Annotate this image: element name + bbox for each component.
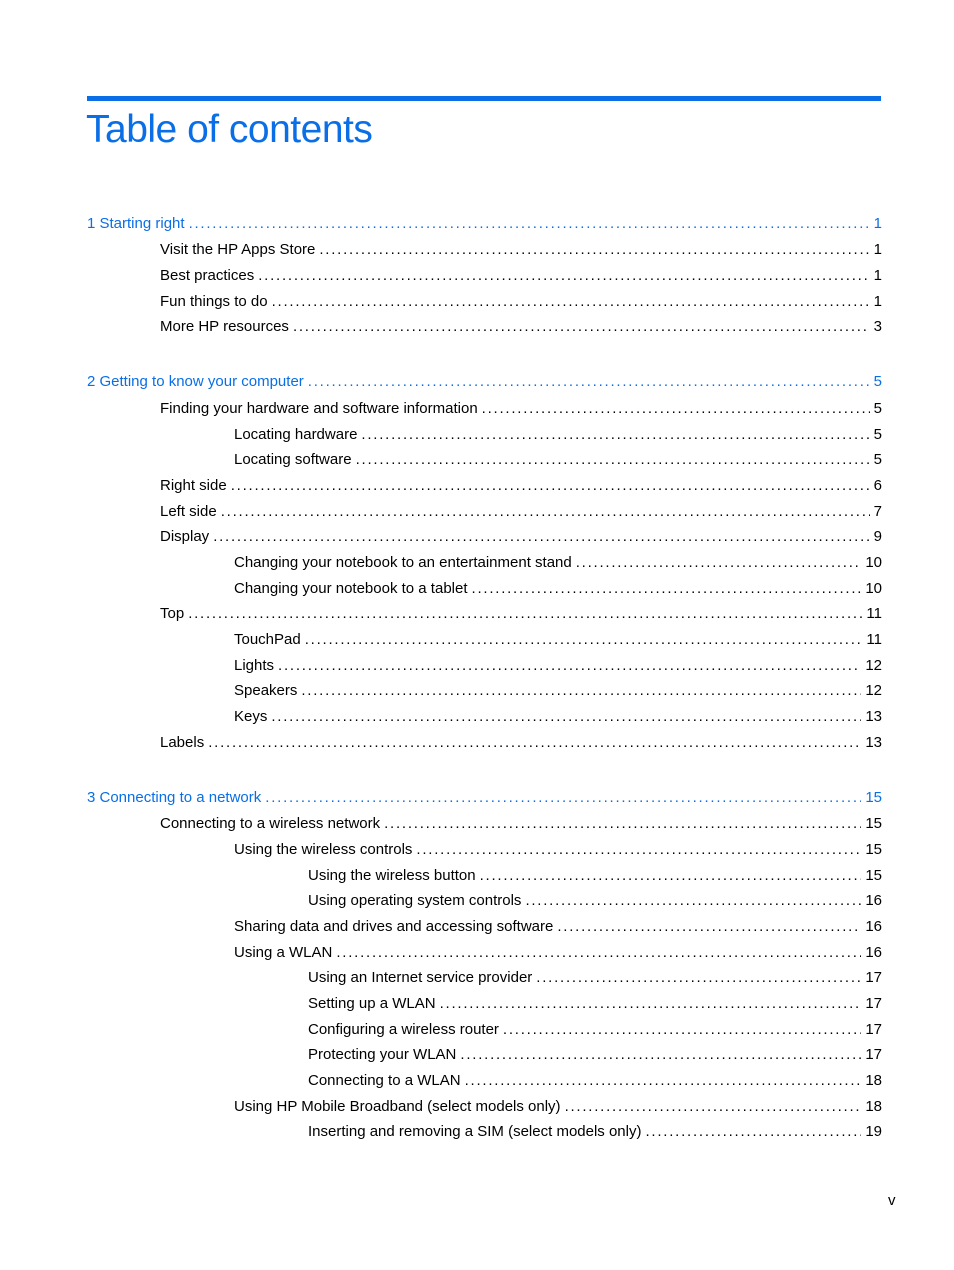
toc-entry[interactable] [308, 1070, 882, 1092]
toc-entry-label: Using the wireless button [308, 867, 476, 884]
toc-entry-page: 15 [865, 789, 882, 806]
toc-dot-leader [480, 865, 862, 887]
toc-dot-leader [356, 449, 870, 471]
toc-entry[interactable] [160, 526, 882, 548]
toc-dot-leader [308, 371, 870, 393]
toc-dot-leader [361, 424, 869, 446]
toc-entry-label: Using a WLAN [234, 944, 333, 961]
toc-entry-page: 5 [873, 426, 882, 443]
toc-entry[interactable] [308, 890, 882, 912]
toc-entry-page: 13 [865, 708, 882, 725]
toc-entry-label: Inserting and removing a SIM (select models only) [308, 1123, 642, 1140]
toc-entry[interactable] [234, 449, 882, 471]
toc-dot-leader [525, 890, 861, 912]
toc-entry[interactable] [234, 552, 882, 574]
toc-entry-page: 12 [865, 657, 882, 674]
toc-entry-label: Using operating system controls [308, 892, 522, 909]
toc-dot-leader [258, 265, 869, 287]
toc-entry-label: Visit the HP Apps Store [160, 241, 316, 258]
toc-entry[interactable] [160, 316, 882, 338]
toc-entry-label: Speakers [234, 682, 298, 699]
page-number: v [888, 1192, 896, 1209]
toc-entry[interactable] [234, 655, 882, 677]
toc-chapter-entry[interactable] [87, 371, 882, 393]
title-rule [87, 96, 881, 101]
toc-entry[interactable] [234, 424, 882, 446]
toc-entry-page: 9 [873, 528, 882, 545]
toc-entry-page: 17 [865, 1046, 882, 1063]
toc-dot-leader [472, 578, 862, 600]
toc-entry-page: 1 [873, 293, 882, 310]
toc-entry-page: 1 [873, 267, 882, 284]
toc-entry-page: 16 [865, 918, 882, 935]
toc-entry-label: Display [160, 528, 210, 545]
toc-dot-leader [536, 967, 861, 989]
toc-entry-label: Right side [160, 477, 227, 494]
toc-dot-leader [565, 1096, 862, 1118]
toc-dot-leader [189, 213, 870, 235]
toc-chapter-entry[interactable] [87, 213, 882, 235]
toc-entry-label: Configuring a wireless router [308, 1021, 499, 1038]
toc-entry-label: Fun things to do [160, 293, 268, 310]
toc-entry-page: 10 [865, 554, 882, 571]
toc-dot-leader [271, 706, 861, 728]
page-title: Table of contents [86, 108, 373, 151]
toc-entry-page: 10 [865, 580, 882, 597]
toc-entry[interactable] [160, 603, 882, 625]
toc-entry-page: 11 [866, 631, 882, 648]
toc-entry-page: 17 [865, 1021, 882, 1038]
toc-entry-label: Labels [160, 734, 205, 751]
toc-entry[interactable] [160, 239, 882, 261]
toc-entry-page: 15 [865, 867, 882, 884]
toc-dot-leader [384, 813, 861, 835]
toc-entry-label: Using HP Mobile Broadband (select models only) [234, 1098, 561, 1115]
toc-entry-label: Top [160, 605, 185, 622]
toc-entry-label: Changing your notebook to an entertainment stand [234, 554, 572, 571]
toc-entry-page: 3 [873, 318, 882, 335]
toc-entry[interactable] [308, 967, 882, 989]
toc-entry-label: Using the wireless controls [234, 841, 413, 858]
toc-entry[interactable] [308, 993, 882, 1015]
toc-dot-leader [319, 239, 869, 261]
toc-entry[interactable] [160, 398, 882, 420]
toc-entry-label: Finding your hardware and software information [160, 400, 478, 417]
toc-entry-label: Protecting your WLAN [308, 1046, 457, 1063]
toc-entry[interactable] [234, 916, 882, 938]
toc-dot-leader [208, 732, 861, 754]
toc-chapter-entry[interactable] [87, 787, 882, 809]
toc-entry-label: Locating software [234, 451, 352, 468]
toc-entry-label: 2 Getting to know your computer [87, 373, 304, 390]
toc-dot-leader [440, 993, 862, 1015]
toc-dot-leader [460, 1044, 861, 1066]
toc-entry-page: 15 [865, 841, 882, 858]
toc-entry-label: Left side [160, 503, 217, 520]
toc-dot-leader [482, 398, 870, 420]
toc-dot-leader [293, 316, 870, 338]
toc-entry-page: 6 [873, 477, 882, 494]
toc-entry-page: 17 [865, 995, 882, 1012]
toc-entry-page: 1 [873, 241, 882, 258]
toc-entry-page: 7 [873, 503, 882, 520]
toc-dot-leader [188, 603, 862, 625]
toc-dot-leader [213, 526, 869, 548]
toc-dot-leader [265, 787, 861, 809]
toc-entry[interactable] [160, 732, 882, 754]
toc-entry[interactable] [234, 629, 882, 651]
toc-entry-page: 5 [873, 400, 882, 417]
toc-entry-page: 5 [873, 373, 882, 390]
toc-entry[interactable] [308, 1044, 882, 1066]
toc-entry-page: 15 [865, 815, 882, 832]
toc-entry-page: 11 [866, 605, 882, 622]
toc-dot-leader [336, 942, 861, 964]
toc-entry-label: Sharing data and drives and accessing software [234, 918, 554, 935]
toc-dot-leader [272, 291, 870, 313]
toc-dot-leader [416, 839, 861, 861]
toc-entry[interactable] [160, 291, 882, 313]
toc-entry-page: 16 [865, 944, 882, 961]
toc-entry-label: Using an Internet service provider [308, 969, 533, 986]
toc-dot-leader [503, 1019, 861, 1041]
toc-dot-leader [301, 680, 861, 702]
toc-entry-page: 18 [865, 1098, 882, 1115]
toc-entry[interactable] [234, 1096, 882, 1118]
toc-entry[interactable] [234, 839, 882, 861]
toc-entry[interactable] [160, 813, 882, 835]
toc-entry[interactable] [308, 1019, 882, 1041]
toc-entry-page: 13 [865, 734, 882, 751]
toc-entry[interactable] [234, 942, 882, 964]
toc-entry-page: 17 [865, 969, 882, 986]
toc-entry-label: Best practices [160, 267, 255, 284]
toc-entry-label: Changing your notebook to a tablet [234, 580, 468, 597]
toc-entry-label: Locating hardware [234, 426, 358, 443]
toc-entry-page: 16 [865, 892, 882, 909]
toc-dot-leader [221, 501, 870, 523]
toc-entry-page: 18 [865, 1072, 882, 1089]
toc-entry-page: 19 [865, 1123, 882, 1140]
toc-entry-label: More HP resources [160, 318, 289, 335]
toc-entry-page: 5 [873, 451, 882, 468]
toc-entry[interactable] [308, 865, 882, 887]
toc-dot-leader [557, 916, 861, 938]
toc-dot-leader [305, 629, 863, 651]
toc-entry[interactable] [160, 501, 882, 523]
toc-entry-label: Connecting to a wireless network [160, 815, 381, 832]
toc-dot-leader [278, 655, 861, 677]
toc-entry-label: Connecting to a WLAN [308, 1072, 461, 1089]
toc-entry[interactable] [160, 265, 882, 287]
toc-dot-leader [465, 1070, 862, 1092]
toc-dot-leader [645, 1121, 861, 1143]
toc-entry[interactable] [160, 475, 882, 497]
toc-entry-label: 1 Starting right [87, 215, 185, 232]
toc-entry[interactable] [234, 706, 882, 728]
toc-dot-leader [576, 552, 862, 574]
toc-entry-label: Keys [234, 708, 268, 725]
toc-entry[interactable] [234, 578, 882, 600]
toc-entry-label: 3 Connecting to a network [87, 789, 262, 806]
toc-entry[interactable] [308, 1121, 882, 1143]
toc-dot-leader [231, 475, 870, 497]
toc-entry[interactable] [234, 680, 882, 702]
toc-entry-label: TouchPad [234, 631, 301, 648]
toc-entry-label: Lights [234, 657, 275, 674]
toc-entry-page: 1 [873, 215, 882, 232]
toc-entry-page: 12 [865, 682, 882, 699]
toc-entry-label: Setting up a WLAN [308, 995, 436, 1012]
